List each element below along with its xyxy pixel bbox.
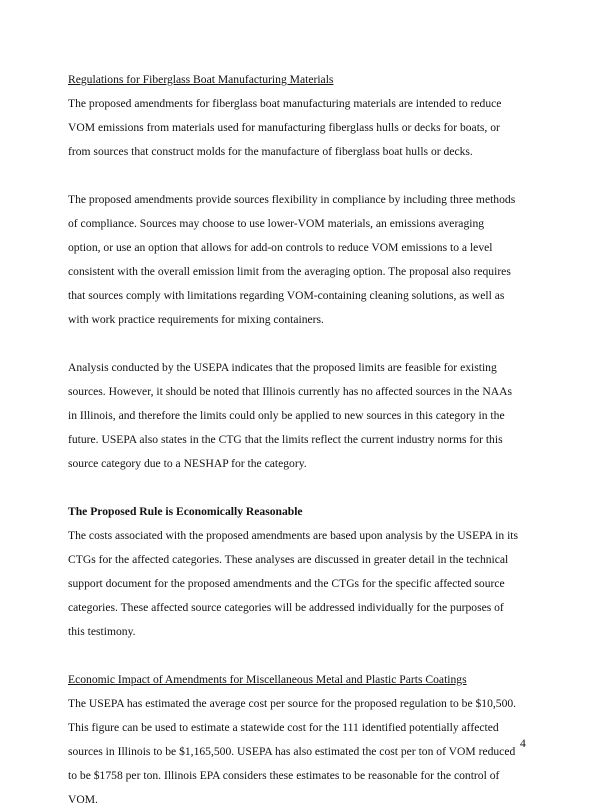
text-line: support document for the proposed amendments and the CTGs for the specific affected source [68, 577, 505, 590]
text-line: CTGs for the affected categories. These analyses are discussed in greater detail in the technical [68, 553, 509, 566]
page-number: 4 [520, 737, 526, 750]
text-line: consistent with the overall emission limit from the averaging option. The proposal also requires [68, 265, 511, 278]
section-heading-fiberglass: Regulations for Fiberglass Boat Manufacturing Materials [68, 73, 334, 86]
text-line: source category due to a NESHAP for the category. [68, 457, 307, 470]
text-line: The USEPA has estimated the average cost per source for the proposed regulation to be $10,500. [68, 697, 517, 710]
text-line: of compliance. Sources may choose to use lower-VOM materials, an emissions averaging [68, 217, 485, 230]
text-line: option, or use an option that allows for add-on controls to reduce VOM emissions to a level [68, 241, 493, 254]
text-line: to be $1758 per ton. Illinois EPA considers these estimates to be reasonable for the control of [68, 769, 500, 782]
text-line: VOM. [68, 793, 98, 806]
text-line: The proposed amendments for fiberglass boat manufacturing materials are intended to reduce [68, 97, 502, 110]
paragraph-fiberglass-compliance [68, 188, 538, 332]
text-line: with work practice requirements for mixing containers. [68, 313, 324, 326]
text-line: VOM emissions from materials used for manufacturing fiberglass hulls or decks for boats, or [68, 121, 500, 134]
text-line: The proposed amendments provide sources flexibility in compliance by including three methods [68, 193, 516, 206]
document-page [68, 68, 538, 812]
paragraph-gap [68, 164, 538, 188]
text-line: Analysis conducted by the USEPA indicates that the proposed limits are feasible for existing [68, 361, 497, 374]
paragraph-gap [68, 644, 538, 668]
paragraph-costs [68, 524, 538, 644]
text-line: this testimony. [68, 625, 136, 638]
text-line: sources in Illinois to be $1,165,500. USEPA has also estimated the cost per ton of VOM reduced [68, 745, 516, 758]
text-line: in Illinois, and therefore the limits could only be applied to new sources in this category in the [68, 409, 505, 422]
paragraph-fiberglass-intro [68, 92, 538, 164]
section-heading-economically-reasonable: The Proposed Rule is Economically Reasonable [68, 505, 303, 518]
paragraph-economic-impact [68, 692, 538, 812]
paragraph-gap [68, 332, 538, 356]
paragraph-gap [68, 476, 538, 500]
text-line: from sources that construct molds for the manufacture of fiberglass boat hulls or decks. [68, 145, 473, 158]
text-line: future. USEPA also states in the CTG that the limits reflect the current industry norms for this [68, 433, 503, 446]
text-line: This figure can be used to estimate a statewide cost for the 111 identified potentially affected [68, 721, 499, 734]
paragraph-fiberglass-analysis [68, 356, 538, 476]
text-line: The costs associated with the proposed amendments are based upon analysis by the USEPA in its [68, 529, 519, 542]
text-line: that sources comply with limitations regarding VOM-containing cleaning solutions, as well as [68, 289, 505, 302]
section-heading-economic-impact: Economic Impact of Amendments for Miscellaneous Metal and Plastic Parts Coatings [68, 673, 467, 686]
text-line: categories. These affected source categories will be addressed individually for the purposes of [68, 601, 504, 614]
text-line: sources. However, it should be noted that Illinois currently has no affected sources in the NAAs [68, 385, 512, 398]
